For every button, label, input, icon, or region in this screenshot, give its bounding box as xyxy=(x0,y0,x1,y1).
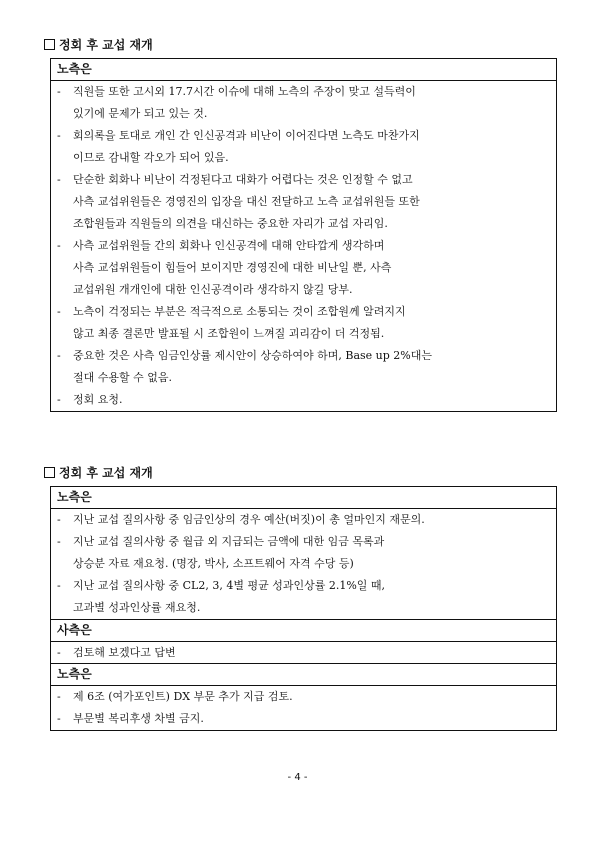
list-item: - 지난 교섭 질의사항 중 임금인상의 경우 예산(버짓)이 총 얼마인지 재문의. xyxy=(57,509,550,531)
dash-bullet: - xyxy=(57,393,61,406)
statement-list xyxy=(51,686,557,731)
list-item: - 직원들 또한 고시외 17.7시간 이슈에 대해 노측의 주장이 맞고 설득력이 있기에 문제가 되고 있는 것. xyxy=(57,81,550,125)
list-item: - 지난 교섭 질의사항 중 CL2, 3, 4별 평균 성과인상률 2.1%일 때, 고과별 성과인상률 재요청. xyxy=(57,575,550,619)
speaker-label: 노측은 xyxy=(51,59,557,81)
dash-bullet: - xyxy=(57,535,61,548)
dash-bullet: - xyxy=(57,173,61,186)
list-item: - 사측 교섭위원들 간의 회화나 인신공격에 대해 안타깝게 생각하며 사측 교섭위원들이 힘들어 보이지만 경영진에 대한 비난일 뿐, 사측 교섭위원 개개인에 대한 인신공격이라 생각하지 않길 당부. xyxy=(57,235,550,301)
speaker-label: 노측은 xyxy=(51,664,557,686)
checkbox-square-icon xyxy=(44,467,55,478)
list-item: - 제 6조 (여가포인트) DX 부문 추가 지급 검토. xyxy=(57,686,550,708)
section-heading-text: 정회 후 교섭 재개 xyxy=(59,466,153,480)
page-number: - 4 - xyxy=(287,772,308,783)
list-item: - 중요한 것은 사측 임금인상률 제시안이 상승하여야 하며, Base up 2%대는 절대 수용할 수 없음. xyxy=(57,345,550,389)
speaker-label: 사측은 xyxy=(51,620,557,642)
section-heading xyxy=(44,37,153,53)
dash-bullet: - xyxy=(57,349,61,362)
dash-bullet: - xyxy=(57,305,61,318)
list-item: - 노측이 걱정되는 부분은 적극적으로 소통되는 것이 조합원께 알려지지 않고 최종 결론만 발표될 시 조합원이 느껴질 괴리감이 더 걱정됨. xyxy=(57,301,550,345)
dash-bullet: - xyxy=(57,646,61,659)
statement-list xyxy=(51,81,557,412)
speaker-label: 노측은 xyxy=(51,487,557,509)
negotiation-table xyxy=(50,486,557,731)
list-item: - 회의록을 토대로 개인 간 인신공격과 비난이 이어진다면 노측도 마찬가지 이므로 감내할 각오가 되어 있음. xyxy=(57,125,550,169)
dash-bullet: - xyxy=(57,690,61,703)
list-item: - 정회 요청. xyxy=(57,389,550,411)
section-heading xyxy=(44,465,153,481)
statement-list xyxy=(51,509,557,620)
negotiation-table xyxy=(50,58,557,412)
list-item: - 검토해 보겠다고 답변 xyxy=(57,642,550,663)
dash-bullet: - xyxy=(57,579,61,592)
statement-list xyxy=(51,642,557,664)
dash-bullet: - xyxy=(57,239,61,252)
dash-bullet: - xyxy=(57,712,61,725)
section-heading-text: 정회 후 교섭 재개 xyxy=(59,38,153,52)
list-item: - 지난 교섭 질의사항 중 월급 외 지급되는 금액에 대한 임금 목록과 상승분 자료 재요청. (명장, 박사, 소프트웨어 자격 수당 등) xyxy=(57,531,550,575)
list-item: - 단순한 회화나 비난이 걱정된다고 대화가 어렵다는 것은 인정할 수 없고 사측 교섭위원들은 경영진의 입장을 대신 전달하고 노측 교섭위원들 또한 조합원들과 직원들의 의견을 대신하는 중요한 자리가 교섭 자리임. xyxy=(57,169,550,235)
dash-bullet: - xyxy=(57,85,61,98)
list-item: - 부문별 복리후생 차별 금지. xyxy=(57,708,550,730)
checkbox-square-icon xyxy=(44,39,55,50)
dash-bullet: - xyxy=(57,129,61,142)
dash-bullet: - xyxy=(57,513,61,526)
